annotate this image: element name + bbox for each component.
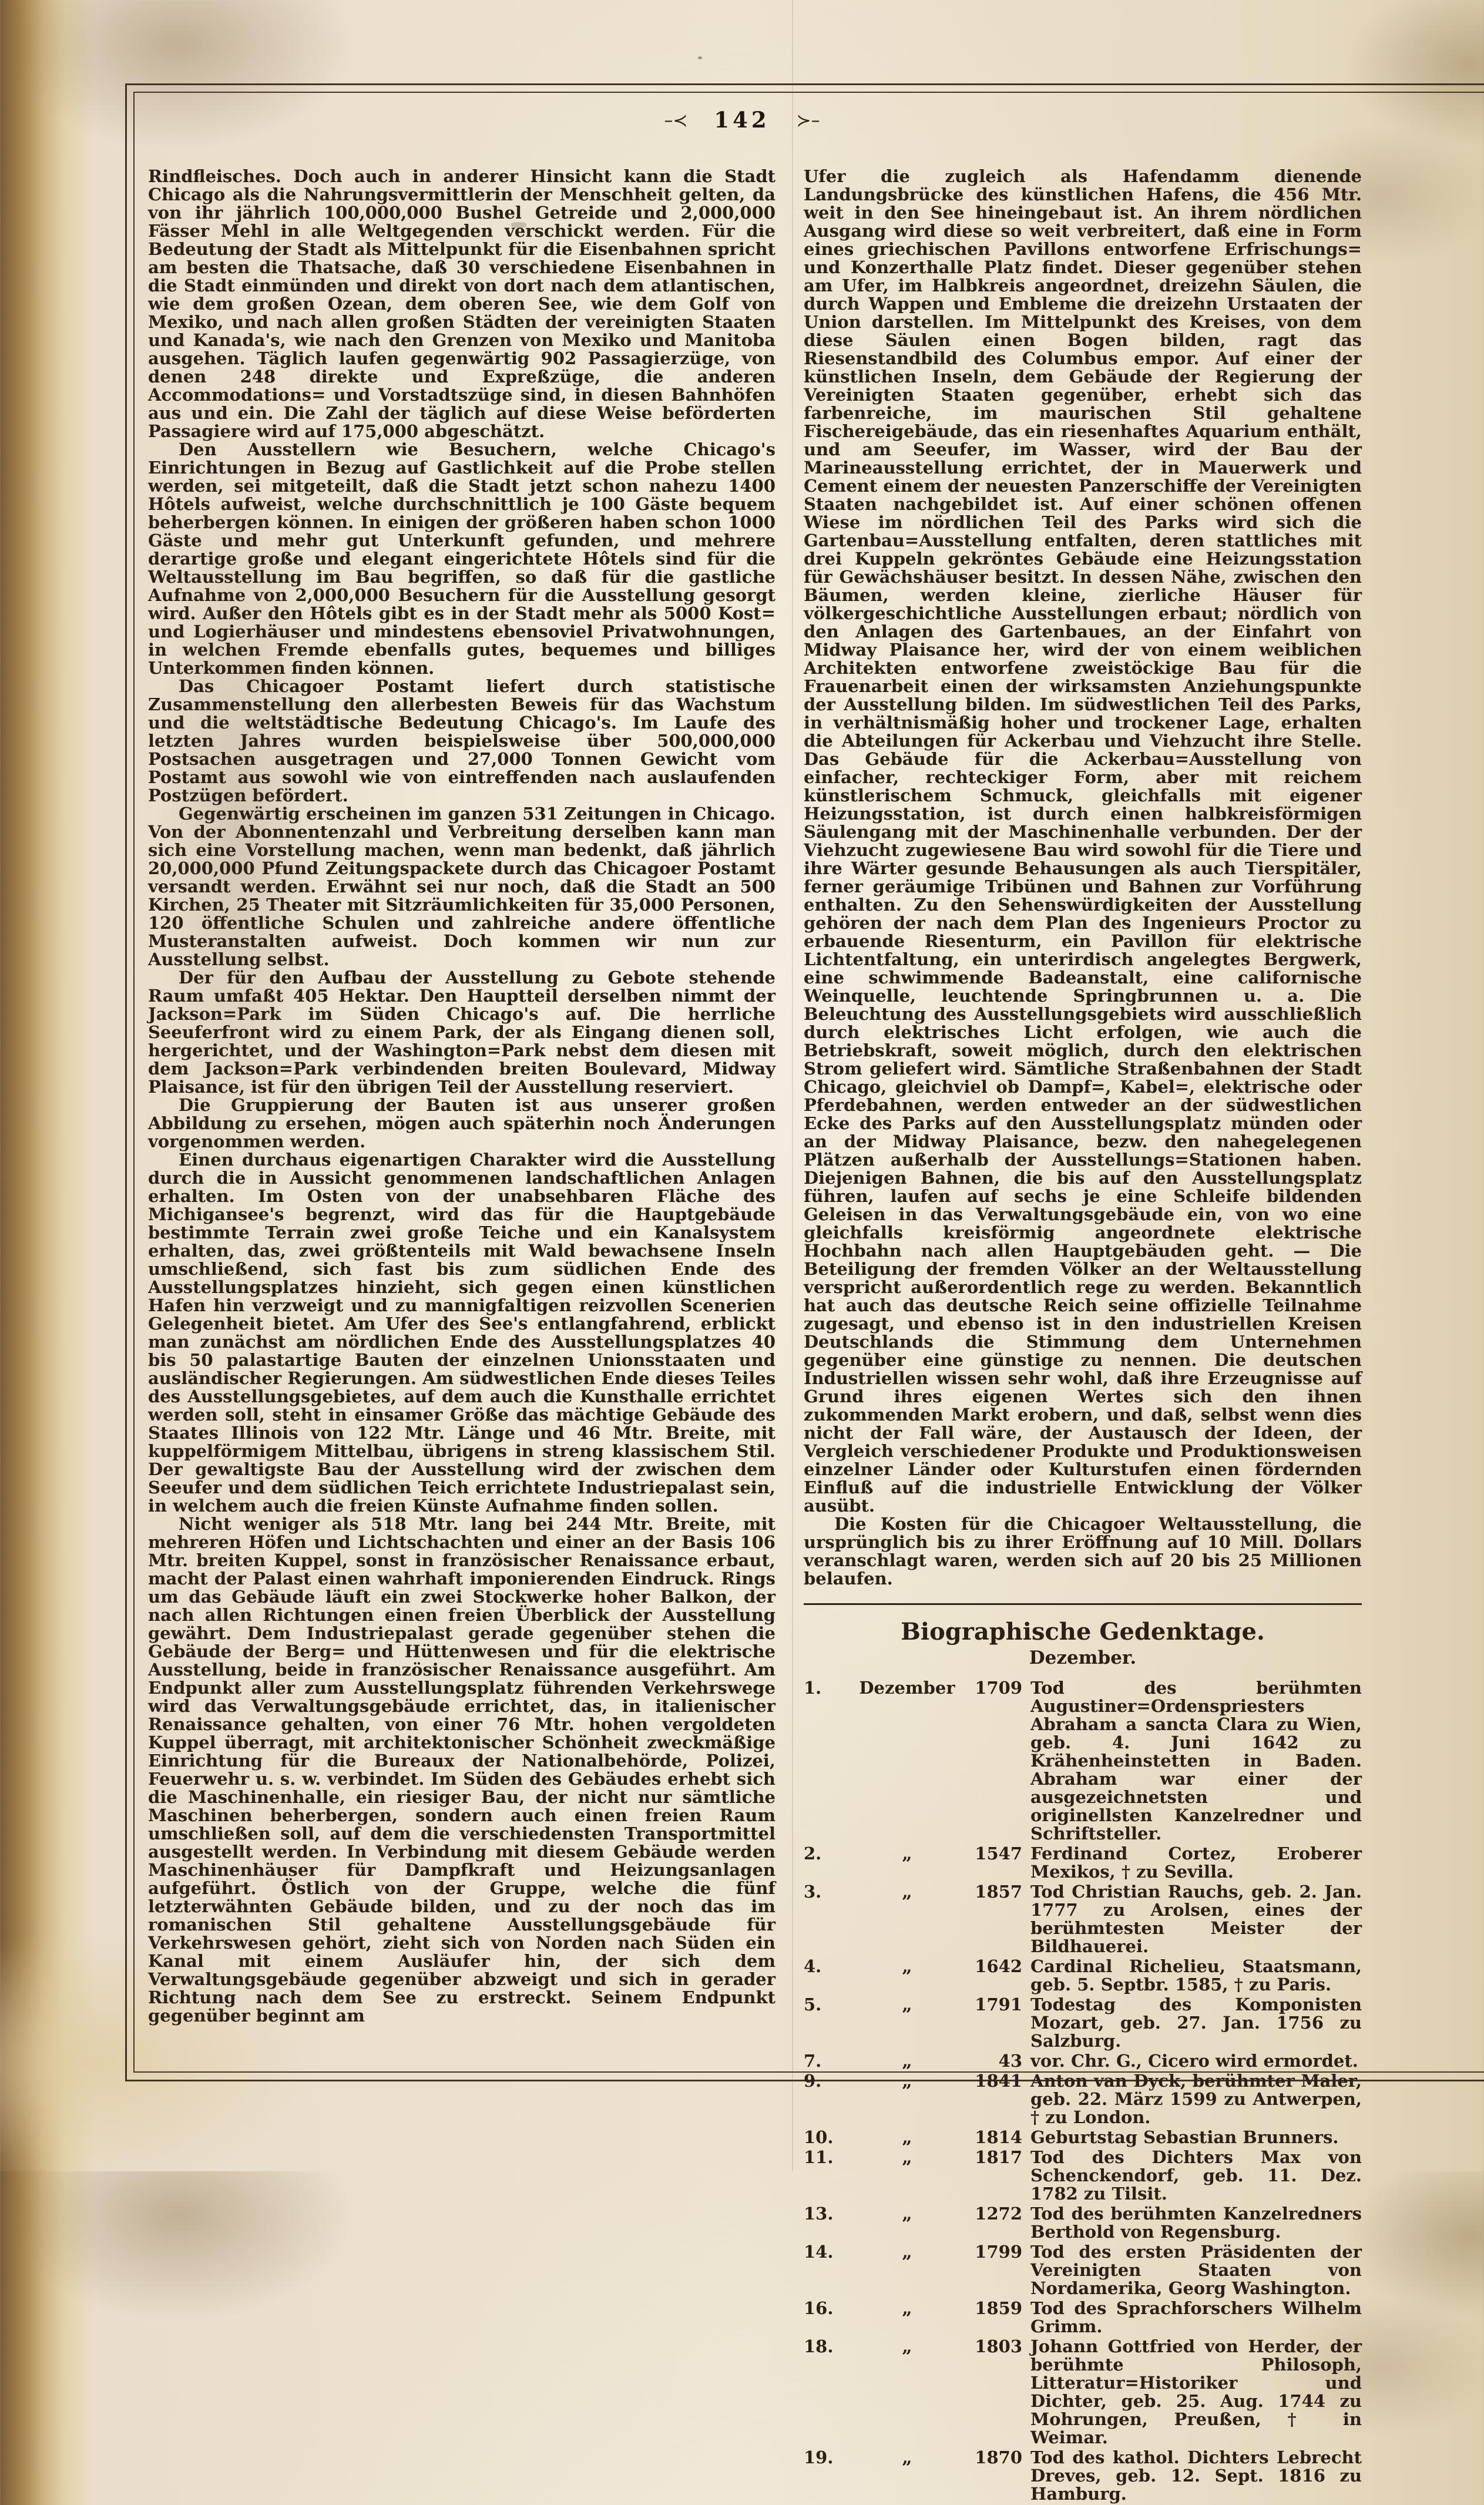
entry-month: Dezember: [859, 1678, 955, 1698]
entry-text: Tod des ersten Präsidenten der Vereinigten Staaten von Nordamerika, Georg Washington.: [1030, 2242, 1362, 2298]
entry-year: 1547: [975, 1844, 1022, 1863]
entry-text: Cardinal Richelieu, Staatsmann, geb. 5. Septbr. 1585, † zu Paris.: [1030, 1956, 1362, 1994]
entry-year: 1709: [975, 1678, 1022, 1698]
ditto-mark: „: [902, 2242, 912, 2262]
body-paragraph: Das Chicagoer Postamt liefert durch statistische Zusammenstellung den allerbesten Beweis für das Wachstum und die weltstädtische Bedeutung Chicago's. Im Laufe des letzten Jahres wurden beispielsweise über 500,000,000 Postsachen ausgetragen und 27,000 Tonnen Gewicht vom Postamt aus sowohl wie von eintreffenden nach auslaufenden Postzügen befördert.: [148, 676, 775, 805]
gedenktage-entry: [804, 2338, 1362, 2447]
gedenktage-entry: [804, 2299, 1362, 2336]
body-paragraph: Die Kosten für die Chicagoer Weltausstellung, die ursprünglich bis zu ihrer Eröffnung auf 10 Mill. Dollars veranschlagt waren, werden sich auf 20 bis 25 Millionen belaufen.: [804, 1514, 1362, 1589]
entry-text: Tod Christian Rauchs, geb. 2. Jan. 1777 zu Arolsen, eines der berühmtesten Meister der Bildhauerei.: [1030, 1882, 1362, 1956]
ditto-mark: „: [902, 1844, 912, 1864]
scan-crease: [792, 0, 793, 2171]
entry-year: 1803: [975, 2336, 1022, 2356]
gedenktage-entry: [804, 2148, 1362, 2203]
gedenktage-entry: [804, 2072, 1362, 2127]
right-column-paragraphs: [804, 167, 1362, 1588]
entry-day: 18.: [804, 2336, 834, 2356]
body-paragraph: Ufer die zugleich als Hafendamm dienende Landungsbrücke des künstlichen Hafens, die 456 Mtr. weit in den See hineingebaut ist. An ihrem nördlichen Ausgang wird diese so weit verbreitert, daß eine in Form eines griechischen Pavillons entworfene Erfrischungs= und Konzerthalle Platz findet. Dieser gegenüber stehen am Ufer, im Halbkreis angeordnet, dreizehn Säulen, die durch Wappen und Embleme die dreizehn Urstaaten der Union darstellen. Im Mittelpunkt des Kreises, von dem diese Säulen einen Bogen bilden, ragt das Riesenstandbild des Columbus empor. Auf einer der künstlichen Inseln, dem Gebäude der Regierung der Vereinigten Staaten gegenüber, erhebt sich das farbenreiche, im maurischen Stil gehaltene Fischereigebäude, das ein riesenhaftes Aquarium enthält, und am Seeufer, im Wasser, wird der Bau der Marineausstellung errichtet, der in Mauerwerk und Cement einem der neuesten Panzerschiffe der Vereinigten Staaten nachgebildet ist. Auf einer schönen offenen Wiese im nördlichen Teil des Parks wird sich die Gartenbau=Ausstellung entfalten, deren stattliches mit drei Kuppeln gekröntes Gebäude eine Heizungsstation für Gewächshäuser besitzt. In dessen Nähe, zwischen den Bäumen, werden kleine, zierliche Häuser für völkergeschichtliche Ausstellungen erbaut; nördlich von den Anlagen des Gartenbaues, an der Einfahrt von Midway Plaisance her, wird der von einem weiblichen Architekten entworfene zweistöckige Bau für die Frauenarbeit einen der wirksamsten Anziehungspunkte der Ausstellung bilden. Im südwestlichen Teil des Parks, in verhältnismäßig hoher und trockener Lage, erhalten die Abteilungen für Ackerbau und Viehzucht ihre Stelle. Das Gebäude für die Ackerbau=Ausstellung von einfacher, rechteckiger Form, aber mit reichem künstlerischem Schmuck, gleichfalls mit eigener Heizungsstation, ist durch einen halbkreisförmigen Säulengang mit der Maschinenhalle verbunden. Der der Viehzucht zugewiesene Bau wird sowohl für die Tiere und ihre Wärter gesunde Behausungen als auch Tierspitäler, ferner geräumige Tribünen und Bahnen zur Vorführung enthalten. Zu den Sehenswürdigkeiten der Ausstellung gehören der nach dem Plan des Ingenieurs Proctor zu erbauende Riesenturm, ein Pavillon für elektrische Lichtentfaltung, ein unterirdisch angelegtes Bergwerk, eine schwimmende Badeanstalt, eine californische Weinquelle, leuchtende Springbrunnen u. a. Die Beleuchtung des Ausstellungsgebiets wird ausschließlich durch elektrisches Licht erfolgen, wie auch die Betriebskraft, soweit möglich, durch den elektrischen Strom geliefert wird. Sämtliche Straßenbahnen der Stadt Chicago, gleichviel ob Dampf=, Kabel=, elektrische oder Pferdebahnen, werden entweder an der südwestlichen Ecke des Parks auf den Ausstellungsplatz münden oder an der Midway Plaisance, bezw. den nahegelegenen Plätzen außerhalb der Ausstellungs=Stationen haben. Diejenigen Bahnen, die bis auf den Ausstellungsplatz führen, laufen auf sechs je eine Schleife bildenden Geleisen in das Verwaltungsgebäude ein, von wo eine gleichfalls kreisförmig angeordnete elektrische Hochbahn nach allen Hauptgebäuden geht. — Die Beteiligung der fremden Völker an der Weltausstellung verspricht außerordentlich rege zu werden. Bekanntlich hat auch das deutsche Reich seine offizielle Teilnahme zugesagt, und ebenso ist in den industriellen Kreisen Deutschlands die Stimmung dem Unternehmen gegenüber eine günstige zu nennen. Die deutschen Industriellen wissen sehr wohl, daß ihre Erzeugnisse auf Grund ihres eigenen Wertes sich den ihnen zukommenden Markt erobern, und daß, selbst wenn dies nicht der Fall wäre, der Austausch der Ideen, der Vergleich verschiedener Produkte und Produktionsweisen einzelner Länder oder Kulturstufen einen fördernden Einfluß auf die industrielle Entwicklung der Völker ausübt.: [804, 166, 1362, 1516]
ditto-mark: „: [902, 1956, 912, 1977]
entry-year: 1857: [975, 1882, 1022, 1902]
entry-day: 9.: [804, 2071, 822, 2091]
entry-day: 4.: [804, 1956, 822, 1976]
entry-year: 1272: [975, 2204, 1022, 2224]
entry-day: 16.: [804, 2298, 834, 2318]
ditto-mark: „: [902, 1994, 912, 2015]
entry-day: 11.: [804, 2147, 834, 2167]
entry-text: Anton van Dyck, berühmter Maler, geb. 22. März 1599 zu Antwerpen, † zu London.: [1030, 2071, 1362, 2127]
gedenktage-entry: [804, 2449, 1362, 2503]
ditto-mark: „: [902, 2447, 912, 2468]
entry-text: Geburtstag Sebastian Brunners.: [1030, 2127, 1339, 2147]
body-paragraph: Nicht weniger als 518 Mtr. lang bei 244 Mtr. Breite, mit mehreren Höfen und Lichtschachten und einer an der Basis 106 Mtr. breiten Kuppel, sonst in französischer Renaissance erbaut, macht der Palast einen wahrhaft imponierenden Eindruck. Rings um das Gebäude läuft ein zwei Stockwerke hoher Balkon, der nach allen Richtungen einen freien Überblick der Ausstellung gewährt. Dem Industriepalast gerade gegenüber stehen die Gebäude der Berg= und Hüttenwesen und für die elektrische Ausstellung, beide in französischer Renaissance ausgeführt. Am Endpunkt aller zum Ausstellungsplatz führenden Verkehrswege wird das Verwaltungsgebäude errichtet, das, in italienischer Renaissance gehalten, von einer 76 Mtr. hohen vergoldeten Kuppel überragt, mit architektonischer Schönheit zweckmäßige Einrichtung für die Bureaux der Nationalbehörde, Polizei, Feuerwehr u. s. w. verbindet. Im Süden des Gebäudes erhebt sich die Maschinenhalle, ein riesiger Bau, der nicht nur sämtliche Maschinen beherbergen, sondern auch einen freien Raum umschließen soll, auf dem die verschiedensten Transportmittel ausgestellt werden. In Verbindung mit diesem Gebäude werden Maschinenhäuser für Dampfkraft und Heizungsanlagen aufgeführt. Östlich von der Gruppe, welche die fünf letzterwähnten Gebäude bilden, und zu der noch das im romanischen Stil gehaltene Ausstellungsgebäude für Verkehrswesen gehört, zieht sich von Norden nach Süden ein Kanal mit einem Ausläufer hin, der sich dem Verwaltungsgebäude gegenüber abzweigt und sich in gerader Richtung nach dem See zu erstreckt. Seinem Endpunkt gegenüber beginnt am: [148, 1514, 775, 2026]
entry-year: 1870: [975, 2447, 1022, 2467]
section-subtitle: Dezember.: [1029, 1647, 1137, 1668]
page-number-row: [0, 107, 1484, 133]
section-title: Biographische Gedenktage.: [901, 1618, 1265, 1646]
gedenktage-list: [804, 1679, 1362, 2503]
ditto-mark: „: [902, 2051, 912, 2071]
entry-day: 19.: [804, 2447, 834, 2467]
entry-year: 1799: [975, 2242, 1022, 2262]
entry-text: Tod des berühmten Kanzelredners Berthold von Regensburg.: [1030, 2204, 1362, 2242]
fleuron-left-icon: –≺: [664, 110, 688, 131]
entry-year: 1859: [975, 2298, 1022, 2318]
body-paragraph: Einen durchaus eigenartigen Charakter wird die Ausstellung durch die in Aussicht genommenen landschaftlichen Anlagen erhalten. Im Osten von der unabsehbaren Fläche des Michigansee's begrenzt, wird das für die Hauptgebäude bestimmte Terrain zwei große Teiche und ein Kanalsystem erhalten, das, zwei größtenteils mit Wald bewachsene Inseln umschließend, sich fast bis zum südlichen Ende des Ausstellungsplatzes hinzieht, sich gegen einen künstlichen Hafen hin verzweigt und zu mannigfaltigen reizvollen Scenerien Gelegenheit bietet. Am Ufer des See's entlangfahrend, erblickt man zunächst am nördlichen Ende des Ausstellungsplatzes 40 bis 50 palastartige Bauten der einzelnen Unionsstaaten und ausländischer Regierungen. Am südwestlichen Ende dieses Teiles des Ausstellungsgebietes, auf dem auch die Kunsthalle errichtet werden soll, steht in einsamer Größe das mächtige Gebäude des Staates Illinois von 122 Mtr. Länge und 46 Mtr. Breite, mit kuppelförmigem Mittelbau, übrigens in streng klassischem Stil. Der gewaltigste Bau der Ausstellung wird der zwischen dem Seeufer und dem südlichen Teich errichtete Industriepalast sein, in welchem auch die freien Künste Aufnahme finden sollen.: [148, 1150, 776, 1516]
entry-text: Tod des Sprachforschers Wilhelm Grimm.: [1030, 2298, 1362, 2336]
section-divider-rule: [804, 1603, 1362, 1605]
entry-text: vor. Chr. G., Cicero wird ermordet.: [1030, 2051, 1358, 2071]
gedenktage-entry: [804, 2128, 1362, 2147]
entry-text: Johann Gottfried von Herder, der berühmte Philosoph, Litteratur=Historiker und Dichter, geb. 25. Aug. 1744 zu Mohrungen, Preußen, † in Weimar.: [1030, 2336, 1362, 2447]
entry-text: Tod des Dichters Max von Schenckendorf, geb. 11. Dez. 1782 zu Tilsit.: [1030, 2147, 1362, 2204]
entry-day: 5.: [804, 1994, 822, 2014]
entry-year: 43: [998, 2051, 1022, 2071]
left-column: [148, 167, 775, 2025]
entry-text: Tod des berühmten Augustiner=Ordenspriesters Abraham a sancta Clara zu Wien, geb. 4. Juni 1642 zu Krähenheinstetten in Baden. Abraham war einer der ausgezeichnetsten und originellsten Kanzelredner und Schriftsteller.: [1030, 1678, 1362, 1844]
gedenktage-entry: [804, 2205, 1362, 2241]
ink-speck: [698, 56, 702, 59]
ditto-mark: „: [902, 2147, 912, 2168]
entry-year: 1642: [975, 1956, 1022, 1976]
entry-text: Todestag des Komponisten Mozart, geb. 27. Jan. 1756 zu Salzburg.: [1030, 1994, 1362, 2051]
gedenktage-entry: [804, 1957, 1362, 1994]
gedenktage-entry: [804, 1883, 1362, 1956]
entry-day: 7.: [804, 2051, 822, 2071]
entry-day: 3.: [804, 1882, 822, 1902]
entry-day: 1.: [804, 1678, 822, 1698]
gedenktage-entry: [804, 1996, 1362, 2050]
entry-text: Ferdinand Cortez, Eroberer Mexikos, † zu Sevilla.: [1030, 1844, 1362, 1882]
entry-year: 1814: [975, 2127, 1022, 2147]
ditto-mark: „: [902, 1882, 912, 1902]
body-paragraph: Die Gruppierung der Bauten ist aus unserer großen Abbildung zu ersehen, mögen auch späterhin noch Änderungen vorgenommen werden.: [148, 1095, 775, 1151]
entry-day: 13.: [804, 2204, 834, 2224]
gedenktage-entry: [804, 2243, 1362, 2298]
entry-year: 1817: [975, 2147, 1022, 2167]
gedenktage-entry: [804, 1845, 1362, 1881]
ditto-mark: „: [902, 2071, 912, 2091]
ditto-mark: „: [902, 2298, 912, 2319]
body-paragraph: Gegenwärtig erscheinen im ganzen 531 Zeitungen in Chicago. Von der Abonnentenzahl und Verbreitung derselben kann man sich eine Vorstellung machen, wenn man bedenkt, daß jährlich 20,000,000 Pfund Zeitungspackete durch das Chicagoer Postamt versandt werden. Erwähnt sei nur noch, daß die Stadt an 500 Kirchen, 25 Theater mit Sitzräumlichkeiten für 35,000 Personen, 120 öffentliche Schulen und zahlreiche andere öffentliche Musteranstalten aufweist. Doch kommen wir nun zur Ausstellung selbst.: [148, 804, 775, 969]
body-paragraph: Den Ausstellern wie Besuchern, welche Chicago's Einrichtungen in Bezug auf Gastlichkeit auf die Probe stellen werden, sei mitgeteilt, daß die Stadt jetzt schon nahezu 1400 Hôtels aufweist, welche durchschnittlich je 100 Gäste bequem beherbergen können. In einigen der größeren haben schon 1000 Gäste und mehr gut Unterkunft gefunden, und mehrere derartige große und elegant eingerichtete Hôtels sind für die Weltausstellung im Bau begriffen, so daß für die gastliche Aufnahme von 2,000,000 Besuchern für die Ausstellung gesorgt wird. Außer den Hôtels gibt es in der Stadt mehr als 5000 Kost= und Logierhäuser und mindestens ebensoviel Privatwohnungen, in welchen Fremde ebenfalls gutes, bequemes und billiges Unterkommen finden können.: [148, 439, 775, 678]
right-column: [804, 167, 1362, 2505]
gedenktage-entry: [804, 1679, 1362, 1843]
entry-year: 1791: [975, 1994, 1022, 2014]
ditto-mark: „: [902, 2127, 912, 2148]
gedenktage-entry: [804, 2052, 1362, 2070]
ditto-mark: „: [902, 2336, 912, 2357]
entry-day: 14.: [804, 2242, 834, 2262]
body-paragraph: Der für den Aufbau der Ausstellung zu Gebote stehende Raum umfaßt 405 Hektar. Den Hauptteil derselben nimmt der Jackson=Park im Süden Chicago's auf. Die herrliche Seeuferfront wird zu einem Park, der als Eingang dienen soll, hergerichtet, und der Washington=Park nebst dem diesen mit dem Jackson=Park verbindenden breiten Boulevard, Midway Plaisance, ist für den übrigen Teil der Ausstellung reserviert.: [148, 968, 775, 1097]
fleuron-right-icon: ≻–: [796, 110, 820, 131]
body-paragraph: Rindfleisches. Doch auch in anderer Hinsicht kann die Stadt Chicago als die Nahrungsvermittlerin der Menschheit gelten, da von ihr jährlich 100,000,000 Bushel Getreide und 2,000,000 Fässer Mehl in alle Weltgegenden verschickt werden. Für die Bedeutung der Stadt als Mittelpunkt für die Eisenbahnen spricht am besten die Thatsache, daß 30 verschiedene Eisenbahnen in die Stadt einmünden und direkt von dort nach dem atlantischen, wie dem großen Ozean, dem oberen See, wie dem Golf von Mexiko, und nach allen großen Städten der vereinigten Staaten und Kanada's, wie nach den Grenzen von Mexiko und Manitoba ausgehen. Täglich laufen gegenwärtig 902 Passagierzüge, von denen 248 direkte und Expreßzüge, die anderen Accommodations= und Vorstadtszüge sind, in diesen Bahnhöfen aus und ein. Die Zahl der täglich auf diese Weise beförderten Passagiere wird auf 175,000 abgeschätzt.: [148, 166, 775, 441]
entry-year: 1841: [975, 2071, 1022, 2091]
entry-day: 10.: [804, 2127, 834, 2147]
ditto-mark: „: [902, 2204, 912, 2224]
entry-day: 2.: [804, 1844, 822, 1863]
entry-text: Tod des kathol. Dichters Lebrecht Dreves, geb. 12. Sept. 1816 zu Hamburg.: [1030, 2447, 1362, 2504]
page-number: 142: [714, 107, 770, 133]
